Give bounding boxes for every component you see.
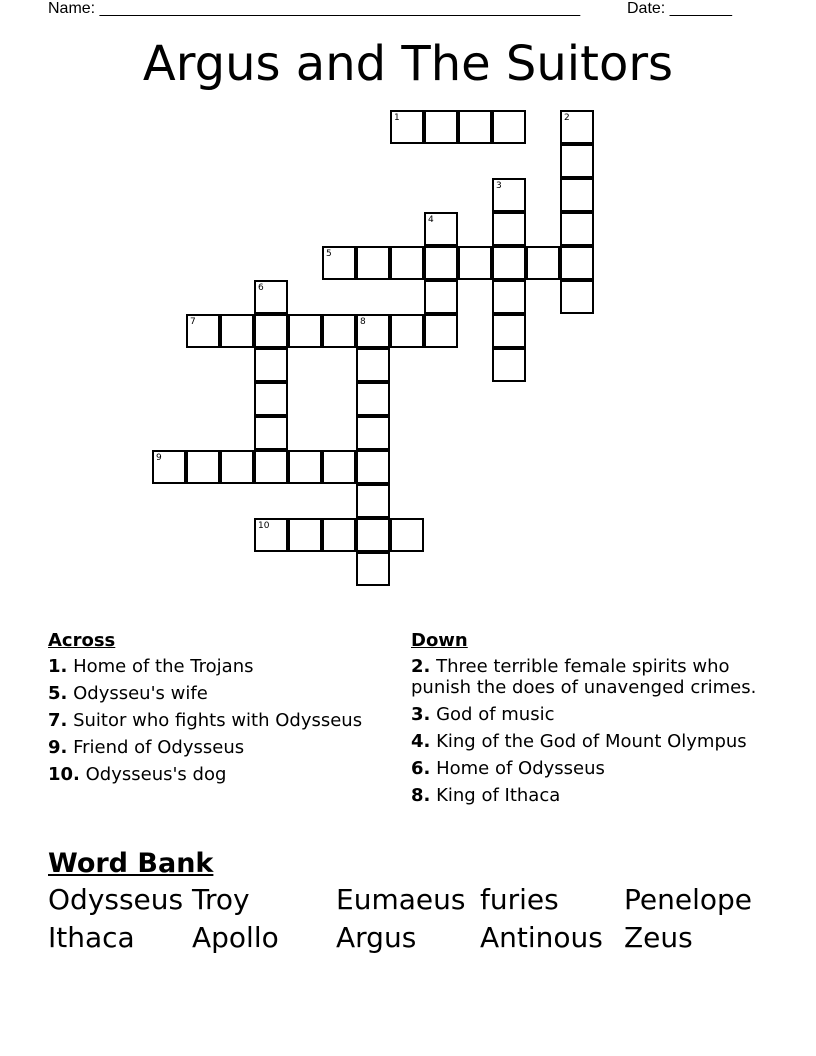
crossword-cell[interactable]	[356, 450, 390, 484]
crossword-cell[interactable]	[492, 246, 526, 280]
across-clue	[48, 656, 388, 677]
down-heading: Down	[411, 630, 468, 651]
crossword-cell[interactable]	[220, 450, 254, 484]
crossword-cell[interactable]	[356, 246, 390, 280]
crossword-cell[interactable]	[560, 246, 594, 280]
clue-number: 10	[258, 521, 270, 531]
crossword-cell[interactable]	[254, 280, 288, 314]
crossword-cell[interactable]	[356, 484, 390, 518]
clue-number: 5.	[48, 683, 68, 704]
clue-text: Odysseu's wife	[67, 683, 208, 704]
clue-text: Suitor who fights with Odysseus	[67, 710, 363, 731]
clue-number: 8.	[411, 785, 431, 806]
crossword-cell[interactable]	[356, 314, 390, 348]
crossword-cell[interactable]	[390, 246, 424, 280]
date-field: Date: _______	[627, 0, 732, 17]
crossword-cell[interactable]	[356, 348, 390, 382]
crossword-cell[interactable]	[424, 314, 458, 348]
crossword-cell[interactable]	[526, 246, 560, 280]
crossword-cell[interactable]	[492, 280, 526, 314]
clue-number: 6	[258, 283, 264, 293]
crossword-cell[interactable]	[254, 314, 288, 348]
crossword-cell[interactable]	[186, 314, 220, 348]
down-clue	[411, 704, 771, 725]
down-clue	[411, 758, 771, 779]
word-bank-word: Apollo	[192, 921, 279, 954]
crossword-cell[interactable]	[288, 314, 322, 348]
name-field: Name: ______________________________________________________	[48, 0, 581, 17]
crossword-cell[interactable]	[424, 110, 458, 144]
crossword-cell[interactable]	[322, 450, 356, 484]
crossword-cell[interactable]	[356, 518, 390, 552]
clue-text: Three terrible female spirits who punish the does of unavenged crimes.	[411, 656, 757, 698]
clue-number: 9.	[48, 737, 68, 758]
crossword-cell[interactable]	[458, 110, 492, 144]
crossword-cell[interactable]	[288, 518, 322, 552]
clue-number: 5	[326, 249, 332, 259]
clue-number: 7.	[48, 710, 68, 731]
crossword-cell[interactable]	[560, 144, 594, 178]
clue-number: 4	[428, 215, 434, 225]
crossword-cell[interactable]	[492, 314, 526, 348]
word-bank-word: Eumaeus	[336, 883, 466, 916]
crossword-cell[interactable]	[322, 314, 356, 348]
crossword-cell[interactable]	[424, 280, 458, 314]
crossword-cell[interactable]	[560, 212, 594, 246]
clue-text: Odysseus's dog	[79, 764, 227, 785]
clue-number: 7	[190, 317, 196, 327]
across-heading: Across	[48, 630, 116, 651]
across-clues	[48, 630, 388, 791]
clue-text: God of music	[430, 704, 555, 725]
clue-number: 8	[360, 317, 366, 327]
down-clue	[411, 785, 771, 806]
crossword-cell[interactable]	[254, 450, 288, 484]
crossword-cell[interactable]	[492, 348, 526, 382]
crossword-cell[interactable]	[390, 314, 424, 348]
clue-text: King of Ithaca	[430, 785, 561, 806]
clue-text: Friend of Odysseus	[67, 737, 245, 758]
word-bank-word: Antinous	[480, 921, 603, 954]
across-clue	[48, 683, 388, 704]
crossword-cell[interactable]	[288, 450, 322, 484]
across-clue	[48, 737, 388, 758]
crossword-cell[interactable]	[254, 382, 288, 416]
word-bank-word: Troy	[192, 883, 250, 916]
crossword-cell[interactable]	[356, 382, 390, 416]
clue-number: 1.	[48, 656, 68, 677]
word-bank-title: Word Bank	[48, 848, 214, 879]
down-clue	[411, 656, 771, 698]
clue-number: 9	[156, 453, 162, 463]
across-clue	[48, 764, 388, 785]
down-clue	[411, 731, 771, 752]
crossword-cell[interactable]	[492, 178, 526, 212]
crossword-cell[interactable]	[322, 246, 356, 280]
crossword-cell[interactable]	[458, 246, 492, 280]
crossword-cell[interactable]	[254, 348, 288, 382]
clue-number: 3	[496, 181, 502, 191]
word-bank-word: Zeus	[624, 921, 693, 954]
clue-number: 2.	[411, 656, 431, 677]
crossword-cell[interactable]	[424, 212, 458, 246]
crossword-cell[interactable]	[492, 110, 526, 144]
down-clues	[411, 630, 771, 812]
word-bank-word: furies	[480, 883, 559, 916]
crossword-cell[interactable]	[390, 518, 424, 552]
clue-text: King of the God of Mount Olympus	[430, 731, 747, 752]
crossword-cell[interactable]	[424, 246, 458, 280]
puzzle-title: Argus and The Suitors	[142, 36, 674, 92]
crossword-cell[interactable]	[186, 450, 220, 484]
crossword-cell[interactable]	[254, 416, 288, 450]
crossword-cell[interactable]	[560, 110, 594, 144]
clue-number: 3.	[411, 704, 431, 725]
clue-number: 2	[564, 113, 570, 123]
word-bank-word: Argus	[336, 921, 417, 954]
word-bank-word: Ithaca	[48, 921, 135, 954]
crossword-cell[interactable]	[322, 518, 356, 552]
clue-text: Home of Odysseus	[430, 758, 605, 779]
clue-text: Home of the Trojans	[67, 656, 254, 677]
clue-number: 4.	[411, 731, 431, 752]
crossword-cell[interactable]	[560, 280, 594, 314]
across-clue	[48, 710, 388, 731]
crossword-cell[interactable]	[254, 518, 288, 552]
crossword-cell[interactable]	[356, 552, 390, 586]
crossword-cell[interactable]	[390, 110, 424, 144]
crossword-cell[interactable]	[492, 212, 526, 246]
crossword-cell[interactable]	[356, 416, 390, 450]
clue-number: 1	[394, 113, 400, 123]
word-bank-word: Penelope	[624, 883, 752, 916]
clue-number: 10.	[48, 764, 80, 785]
word-bank-word: Odysseus	[48, 883, 184, 916]
crossword-cell[interactable]	[152, 450, 186, 484]
crossword-cell[interactable]	[220, 314, 254, 348]
clue-number: 6.	[411, 758, 431, 779]
crossword-cell[interactable]	[560, 178, 594, 212]
